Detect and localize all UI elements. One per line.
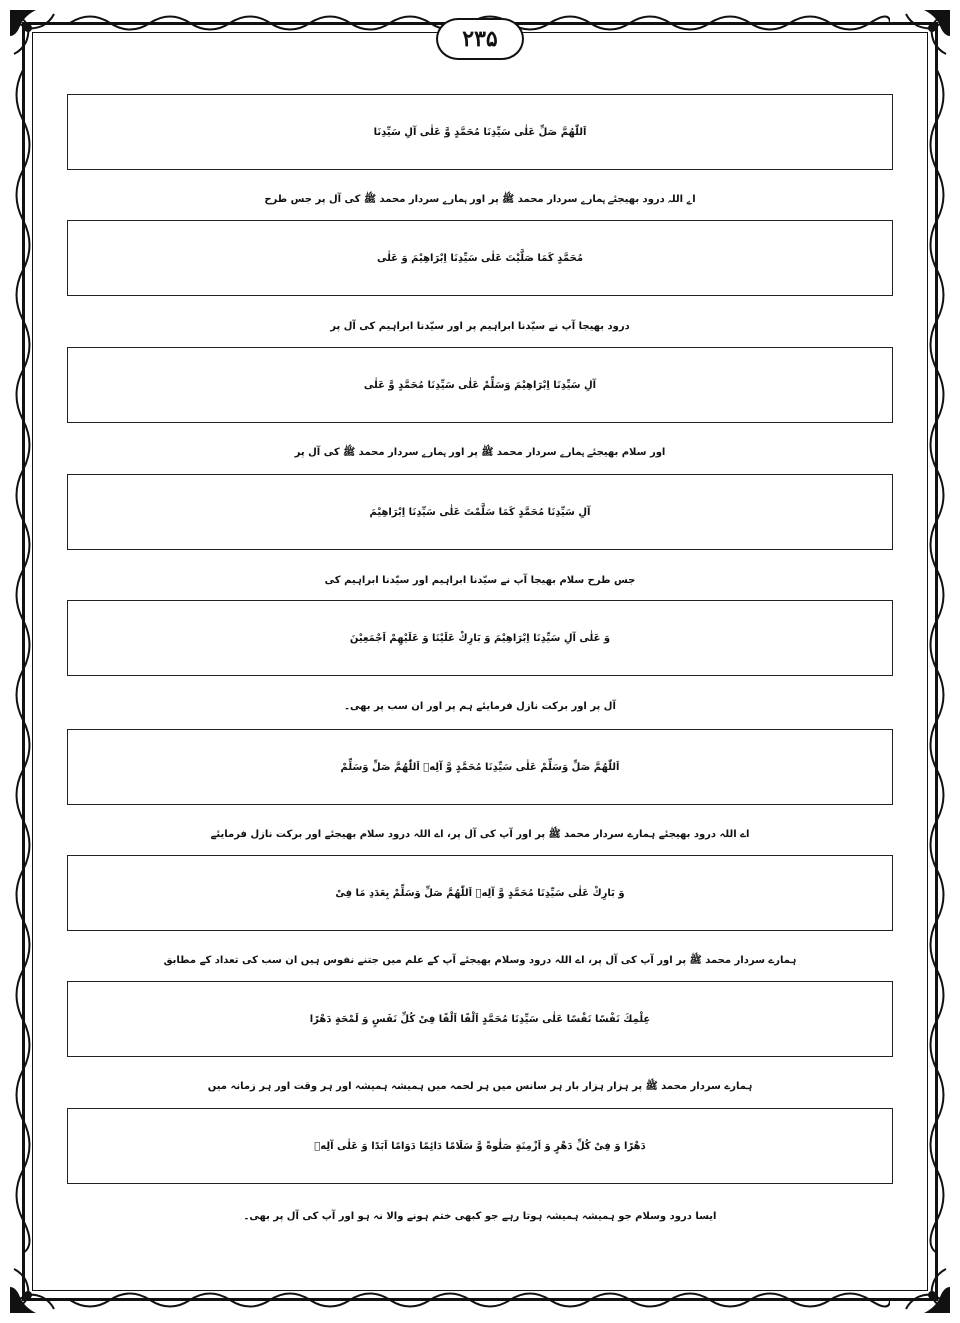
arabic-verse-9: دَهْرًا وَ فِىْ كُلِّ دَهْرٍ وَ اَزْمِنَةٍ صَلٰوةً وَّ سَلَامًا دَائِمًا دَوَامًا اَبَدًا وَ عَلٰى آلِهٖ <box>67 1108 893 1184</box>
arabic-verse-4: آلِ سَيِّدِنَا مُحَمَّدٍ كَمَا سَلَّمْتَ عَلٰى سَيِّدِنَا اِبْرَاهِيْمَ <box>67 474 893 550</box>
urdu-translation-3: اور سلام بھیجئے ہمارے سردار محمد ﷺ پر اور ہمارے سردار محمد ﷺ کی آل پر <box>294 447 666 458</box>
page-number: ۲۳۵ <box>436 18 524 60</box>
corner-ornament <box>6 1261 62 1317</box>
arabic-verse-3: آلِ سَيِّدِنَا اِبْرَاهِيْمَ وَسَلِّمْ عَلٰى سَيِّدِنَا مُحَمَّدٍ وَّ عَلٰى <box>67 347 893 423</box>
urdu-translation-9: ایسا درود وسلام جو ہمیشہ ہمیشہ ہوتا رہے جو کبھی ختم ہونے والا نہ ہو اور آپ کی آل پر بھی۔ <box>243 1210 717 1222</box>
urdu-translation-6: اے اللہ درود بھیجئے ہمارے سردار محمد ﷺ پر اور آپ کی آل پر، اے اللہ درود سلام بھیجئے اور برکت نازل فرمایئے <box>210 829 750 840</box>
arabic-verse-6: اَللّٰهُمَّ صَلِّ وَسَلِّمْ عَلٰى سَيِّدِنَا مُحَمَّدٍ وَّ آلِهٖ اَللّٰهُمَّ صَلِّ وَسَلِّمْ <box>67 729 893 805</box>
corner-ornament <box>6 6 62 62</box>
urdu-translation-5: آل پر اور برکت نازل فرمایئے ہم پر اور ان سب پر بھی۔ <box>344 700 616 712</box>
arabic-verse-7: وَ بَارِكْ عَلٰى سَيِّدِنَا مُحَمَّدٍ وَّ آلِهٖ اَللّٰهُمَّ صَلِّ وَسَلِّمْ بِعَدَدِ مَا فِىْ <box>67 855 893 931</box>
corner-ornament <box>898 6 954 62</box>
arabic-verse-5: وَ عَلٰى آلِ سَيِّدِنَا اِبْرَاهِيْمَ وَ بَارِكْ عَلَيْنَا وَ عَلَيْهِمْ اَجْمَعِيْنَ <box>67 600 893 676</box>
corner-ornament <box>898 1261 954 1317</box>
urdu-translation-2: درود بھیجا آپ نے سیّدنا ابراہیم پر اور سیّدنا ابراہیم کی آل پر <box>330 320 630 332</box>
floral-vine-left <box>10 70 36 1253</box>
urdu-translation-4: جس طرح سلام بھیجا آپ نے سیّدنا ابراہیم اور سیّدنا ابراہیم کی <box>324 574 636 586</box>
arabic-verse-8: عِلْمِكَ نَفْسًا نَفْسًا عَلٰى سَيِّدِنَا مُحَمَّدٍ اَلْفًا اَلْفًا فِىْ كُلِّ نَفَسٍ وَ لَمْحَةٍ دَهْرًا <box>67 981 893 1057</box>
urdu-translation-7: ہمارے سردار محمد ﷺ پر اور آپ کی آل پر، اے اللہ درود وسلام بھیجئے آپ کے علم میں جتنے نفوس ہیں ان سب کی تعداد کے مطابق <box>163 955 797 966</box>
urdu-translation-1: اے اللہ درود بھیجئے ہمارے سردار محمد ﷺ پر اور ہمارے سردار محمد ﷺ کی آل پر جس طرح <box>264 194 696 205</box>
floral-vine-bottom <box>70 1287 890 1313</box>
arabic-verse-1: اَللّٰهُمَّ صَلِّ عَلٰى سَيِّدِنَا مُحَمَّدٍ وَّ عَلٰى آلِ سَيِّدِنَا <box>67 94 893 170</box>
floral-vine-right <box>924 70 950 1253</box>
urdu-translation-8: ہمارے سردار محمد ﷺ پر ہزار ہزار بار ہر سانس میں ہر لحمہ میں ہمیشہ ہمیشہ اور ہر وقت اور ہر زمانہ میں <box>207 1081 753 1092</box>
arabic-verse-2: مُحَمَّدٍ كَمَا صَلَّيْتَ عَلٰى سَيِّدِنَا اِبْرَاهِيْمَ وَ عَلٰى <box>67 220 893 296</box>
